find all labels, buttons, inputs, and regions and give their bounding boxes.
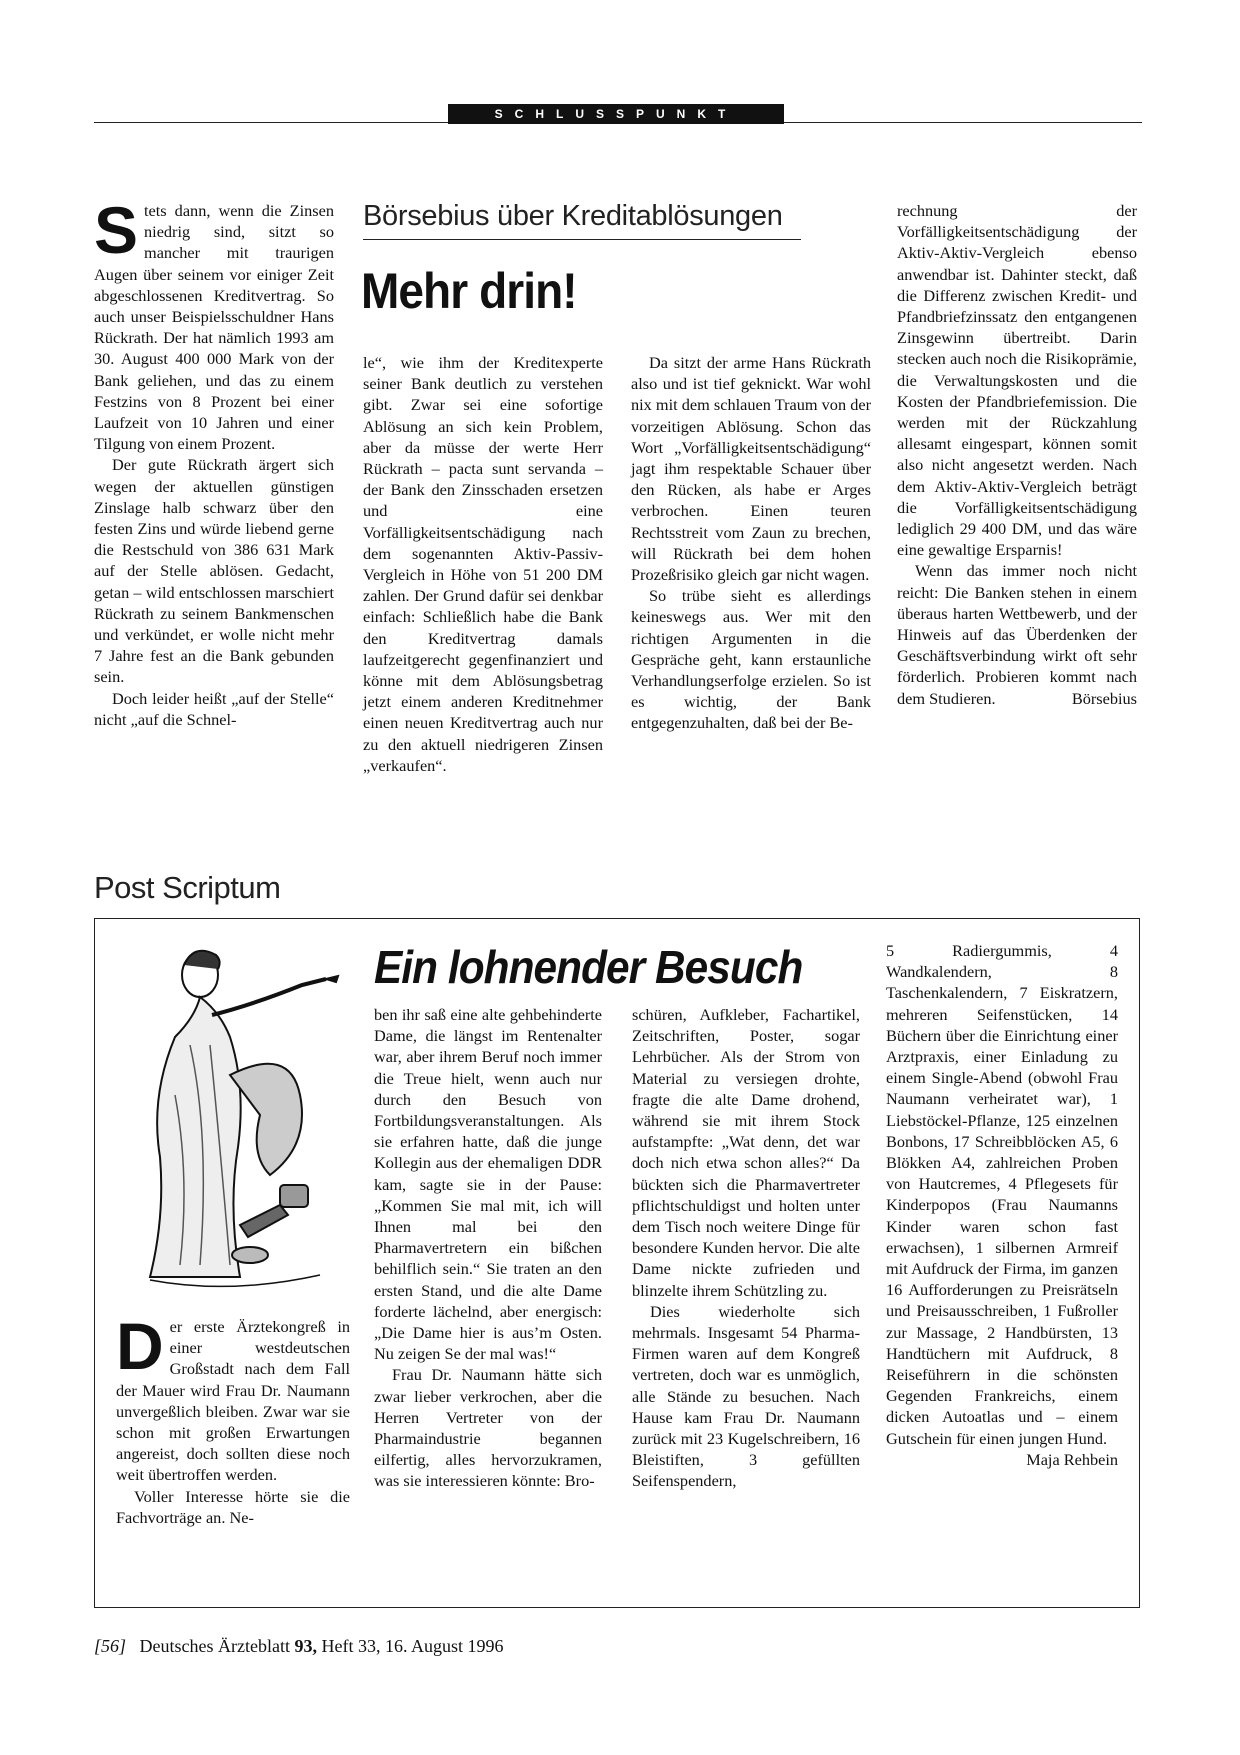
paragraph: Doch leider heißt „auf der Stelle“ nicht „auf die Schnel- xyxy=(94,688,334,729)
article1-column-3 xyxy=(631,352,871,734)
drop-cap: D xyxy=(116,1309,164,1383)
paragraph: Da sitzt der arme Hans Rückrath also und ist tief geknickt. War wohl nix mit dem schlauen Traum von der vorzeitigen Ablösung. Schon das Wort „Vorfälligkeitsentschädigung“ jagt ihm respektable Schauer über den Rücken, als habe er Arges verbrochen. Einen teuren Rechtsstreit vom Zaun zu brechen, will Rückrath bei dem hohen Prozeßrisiko gleich gar nicht wagen. xyxy=(631,353,871,585)
article-title: Mehr drin! xyxy=(361,263,577,319)
page-number: [56] xyxy=(94,1636,127,1656)
paragraph: er erste Ärztekongreß in einer westdeutschen Großstadt nach dem Fall der Mauer wird Frau Dr. Naumann unvergeßlich bleiben. Zwar war sie schon mit großen Erwartungen angereist, doch sollten diese noch weit übertroffen werden. xyxy=(116,1317,350,1485)
paragraph: Frau Dr. Naumann hätte sich zwar lieber verkrochen, aber die Herren Vertreter von der Pharmaindustrie begannen eilfertig, alles hervorzukramen, was sie interessieren könnte: Bro- xyxy=(374,1365,602,1491)
author: Börsebius xyxy=(1071,688,1137,708)
paragraph: ben ihr saß eine alte gehbehinderte Dame, die längst im Rentenalter war, aber ihrem Beruf noch immer die Treue hielt, wenn auch nur durch den Besuch von Fortbildungsveranstaltungen. Als sie erfahren hatte, daß die junge Kollegin aus der ehemaligen DDR kam, sagte sie in der Pause: „Kommen Sie mal mit, ich will Ihnen mal bei den Pharmavertretern ein bißchen behilflich sein.“ Sie traten an den ersten Stand, und die alte Dame forderte lächelnd, aber energisch: „Die Dame hier is aus’m Osten. Nu zeigen Se der mal was!“ xyxy=(374,1005,602,1364)
paragraph-text: Wenn das immer noch nicht reicht: Die Banken stehen in einem überaus harten Wettbewerb, und der Hinweis auf das Überdenken der Geschäftsverbindung wirkt oft sehr förderlich. Probieren kommt nach dem Studieren. xyxy=(897,561,1137,708)
drop-cap: S xyxy=(94,193,139,267)
article1-column-2 xyxy=(363,352,603,776)
paragraph xyxy=(886,940,1118,1469)
paragraph: le“, wie ihm der Kreditexperte seiner Bank deutlich zu verstehen gibt. Zwar sei eine sofortige Ablösung an sich kein Problem, aber da müsse der werte Herr Rückrath – pacta sunt servanda – der Bank den Zinsschaden ersetzen und eine Vorfälligkeitsentschädigung nach dem sogenannten Aktiv-Passiv-Vergleich in Höhe von 51 200 DM zahlen. Der Grund dafür sei denkbar einfach: Schließlich habe die Bank den Kreditvertrag damals laufzeitgerecht gegenfinanziert und könne mit dem Ablösungsbetrag jetzt einem anderen Kreditnehmer einen neuen Kreditvertrag auch nur zu den aktuell niedrigeren Zinsen „verkaufen“. xyxy=(363,353,603,775)
paragraph: Der gute Rückrath ärgert sich wegen der aktuellen günstigen Zinslage halb schwarz über den festen Zins und würde liebend gerne die Restschuld von 386 631 Mark auf der Stelle ablösen. Gedacht, getan – wild entschlossen marschiert Rückrath zu seinem Bankmenschen und verkündet, er wolle nicht mehr 7 Jahre fest an die Bank gebunden sein. xyxy=(94,455,334,687)
article1-column-4 xyxy=(897,200,1137,709)
paragraph: So trübe sieht es allerdings keineswegs aus. Wer mit den richtigen Argumenten in die Gespräche geht, kann erstaunliche Verhandlungserfolge erzielen. So ist es wichtig, der Bank entgegenzuhalten, daß bei der Be- xyxy=(631,586,871,733)
paragraph xyxy=(897,560,1137,708)
article2-column-4 xyxy=(886,940,1118,1470)
woodcut-illustration xyxy=(130,935,350,1310)
article2-column-2 xyxy=(374,1004,602,1492)
paragraph: rechnung der Vorfälligkeitsentschädigung der Aktiv-Aktiv-Vergleich ebenso anwendbar ist. Dahinter steckt, daß die Differenz zwischen Kredit- und Pfandbriefzinssatz den entgangenen Zinsgewinn übertreibt. Darin stecken auch noch die Risikoprämie, die Verwaltungskosten und die Kosten der Pfandbriefemission. Die werden mit der Rückzahlung allesamt eingespart, können somit also nicht angesetzt werden. Nach dem Aktiv-Aktiv-Vergleich beträgt die Vorfälligkeitsentschädigung lediglich 29 400 DM, und das wäre eine gewaltige Ersparnis! xyxy=(897,201,1137,560)
section-title: Post Scriptum xyxy=(94,870,281,905)
paragraph: Voller Interesse hörte sie die Fachvorträge an. Ne- xyxy=(116,1486,350,1527)
page-footer xyxy=(94,1636,503,1657)
journal-name: Deutsches Ärzteblatt xyxy=(139,1636,290,1656)
article-title: Ein lohnender Besuch xyxy=(374,941,803,993)
article2-column-3 xyxy=(632,1004,860,1492)
paragraph: tets dann, wenn die Zinsen niedrig sind, sitzt so mancher mit traurigen Augen über seinem vor einiger Zeit abgeschlossenen Kreditvertrag. So auch unser Beispielsschuldner Hans Rückrath. Der hat nämlich 1993 am 30. August 400 000 Mark von der Bank geliehen, und das zu einem Festzins von 8 Prozent bei einer Laufzeit von 10 Jahren und einer Tilgung von einem Prozent. xyxy=(94,201,334,454)
article1-column-1 xyxy=(94,193,334,730)
article2-column-1 xyxy=(116,1309,350,1528)
section-label: SCHLUSSPUNKT xyxy=(448,104,784,124)
article-kicker: Börsebius über Kreditablösungen xyxy=(363,200,801,240)
journal-volume: 93, xyxy=(294,1636,317,1656)
journal-issue: Heft 33, 16. August 1996 xyxy=(321,1636,504,1656)
paragraph: Dies wiederholte sich mehrmals. Insgesamt 54 Pharma-Firmen waren auf dem Kongreß vertreten, doch war es unmöglich, alle Stände zu besuchen. Nach Hause kam Frau Dr. Naumann zurück mit 23 Kugelschreibern, 16 Bleistiften, 3 gefüllten Seifenspendern, xyxy=(632,1301,860,1491)
paragraph: schüren, Aufkleber, Fachartikel, Zeitschriften, Poster, sogar Lehrbücher. Als der Strom von Material zu versiegen drohte, fragte die alte Dame drohend, während sie mit ihrem Stock aufstampfte: „Wat denn, det war doch nich etwa schon alles?“ Da bückten sich die Pharmavertreter pflichtschuldigst und holten unter dem Tisch noch weitere Dinge für besondere Kunden hervor. Die alte Dame nickte zufrieden und blinzelte ihrem Schützling zu. xyxy=(632,1005,860,1300)
author: Maja Rehbein xyxy=(1026,1449,1118,1469)
paragraph-text: 5 Radiergummis, 4 Wandkalendern, 8 Taschenkalendern, 7 Eiskratzern, mehreren Seifenstücken, 14 Büchern über die Einrichtung einer Arztpraxis, einer Einladung zu einem Single-Abend (obwohl Frau Naumann verheiratet war), 1 Liebstöckel-Pflanze, 125 einzelnen Bonbons, 17 Schreibblöcken A5, 6 Blökken A4, zahlreichen Proben von Hautcremes, 4 Pflegesets für Kinderpopos (Frau Naumanns Kinder waren schon fast erwachsen), 1 silbernen Armreif mit Aufdruck der Firma, im ganzen 16 Aufforderungen zu Preisrätseln und Preisausschreiben, 1 Fußroller zur Massage, 2 Handbürsten, 13 Handtüchern mit Aufdruck, 8 Reiseführern in die schönsten Gegenden Frankreichs, einem dicken Autoatlas und – einem Gutschein für einen jungen Hund. xyxy=(886,941,1118,1448)
